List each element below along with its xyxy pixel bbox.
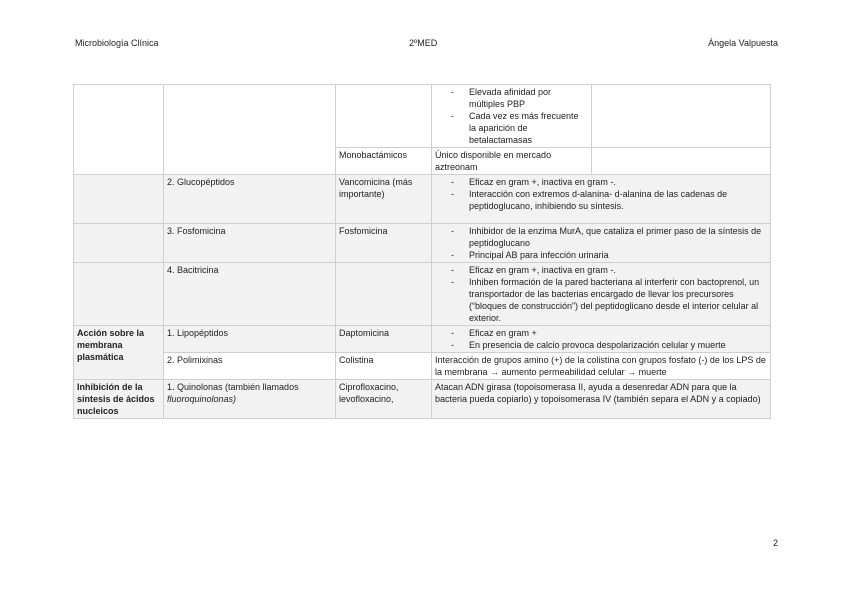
table-row-fosfomicina: [74, 224, 771, 263]
fosfomicina-list: [435, 225, 767, 261]
group-cell: 1. Lipopéptidos: [164, 326, 336, 353]
group-cell: 4. Bacitricina: [164, 263, 336, 326]
table-row-betalactam-cont: [74, 85, 771, 148]
drug-cell: Vancomicina (más importante): [336, 175, 432, 224]
group-cell: 3. Fosfomicina: [164, 224, 336, 263]
list-item: - Principal AB para infección urinaria: [435, 249, 767, 261]
group-cell: 2. Polimixinas: [164, 353, 336, 380]
drug-cell: Ciprofloxacino, levofloxacino,: [336, 380, 432, 419]
bacitricina-list: [435, 264, 767, 324]
glucopeptidos-list: [435, 176, 767, 212]
table-row-polimixinas: [74, 353, 771, 380]
list-item: - Eficaz en gram +, inactiva en gram -.: [435, 264, 767, 276]
category-cell: Inhibición de la síntesis de ácidos nucleicos: [74, 380, 164, 419]
table-row-lipopeptidos: [74, 326, 771, 353]
drug-cell: Fosfomicina: [336, 224, 432, 263]
betalactam-list: [435, 86, 588, 146]
table-row-glucopeptidos: [74, 175, 771, 224]
lipopeptidos-list: [435, 327, 767, 351]
monobactam-desc: Único disponible en mercado aztreonam: [432, 148, 592, 174]
group-italic-text: fluoroquinolonas): [167, 394, 237, 404]
list-item: - Interacción con extremos d-alanina- d-alanina de las cadenas de peptidoglucano, inhibiendo su síntesis.: [435, 188, 767, 212]
header-year: 2ºMED: [409, 38, 438, 48]
group-main-text: 1. Quinolonas (también llamados: [167, 382, 299, 392]
category-cell: Acción sobre la membrana plasmática: [74, 326, 164, 380]
drug-class-cell: Monobactámicos: [336, 148, 432, 175]
list-item: - En presencia de calcio provoca despolarización celular y muerte: [435, 339, 767, 351]
list-item: - Eficaz en gram +, inactiva en gram -.: [435, 176, 767, 188]
antibiotics-table: [73, 84, 771, 419]
group-cell: 2. Glucopéptidos: [164, 175, 336, 224]
drug-cell: Daptomicina: [336, 326, 432, 353]
header-course: Microbiología Clínica: [75, 38, 159, 48]
list-item: - Cada vez es más frecuente la aparición de betalactamasas: [435, 110, 588, 146]
header-author: Ángela Valpuesta: [708, 38, 778, 48]
table-row-bacitricina: [74, 263, 771, 326]
list-item: - Eficaz en gram +: [435, 327, 767, 339]
list-item: - Elevada afinidad por múltiples PBP: [435, 86, 588, 110]
list-item: - Inhiben formación de la pared bacteriana al interferir con bactoprenol, un transportador de las bacterias encargado de llevar los precursores (“bloques de construcción”) del peptidoglicano desde el interior celular al exterior.: [435, 276, 767, 324]
desc-cell: Atacan ADN girasa (topoisomerasa II, ayuda a desenredar ADN para que la bacteria pueda copiarlo) y topoisomerasa IV (también separa el ADN y a copiado): [432, 380, 771, 419]
drug-cell: Colistina: [336, 353, 432, 380]
group-cell: [164, 380, 336, 419]
table-row-quinolonas: [74, 380, 771, 419]
desc-cell: Interacción de grupos amino (+) de la colistina con grupos fosfato (-) de los LPS de la membrana → aumento permeabilidad celular → muerte: [432, 353, 771, 380]
page-number: 2: [772, 538, 778, 548]
drug-cell: [336, 263, 432, 326]
list-item: - Inhibidor de la enzima MurA, que cataliza el primer paso de la síntesis de peptidoglucano: [435, 225, 767, 249]
